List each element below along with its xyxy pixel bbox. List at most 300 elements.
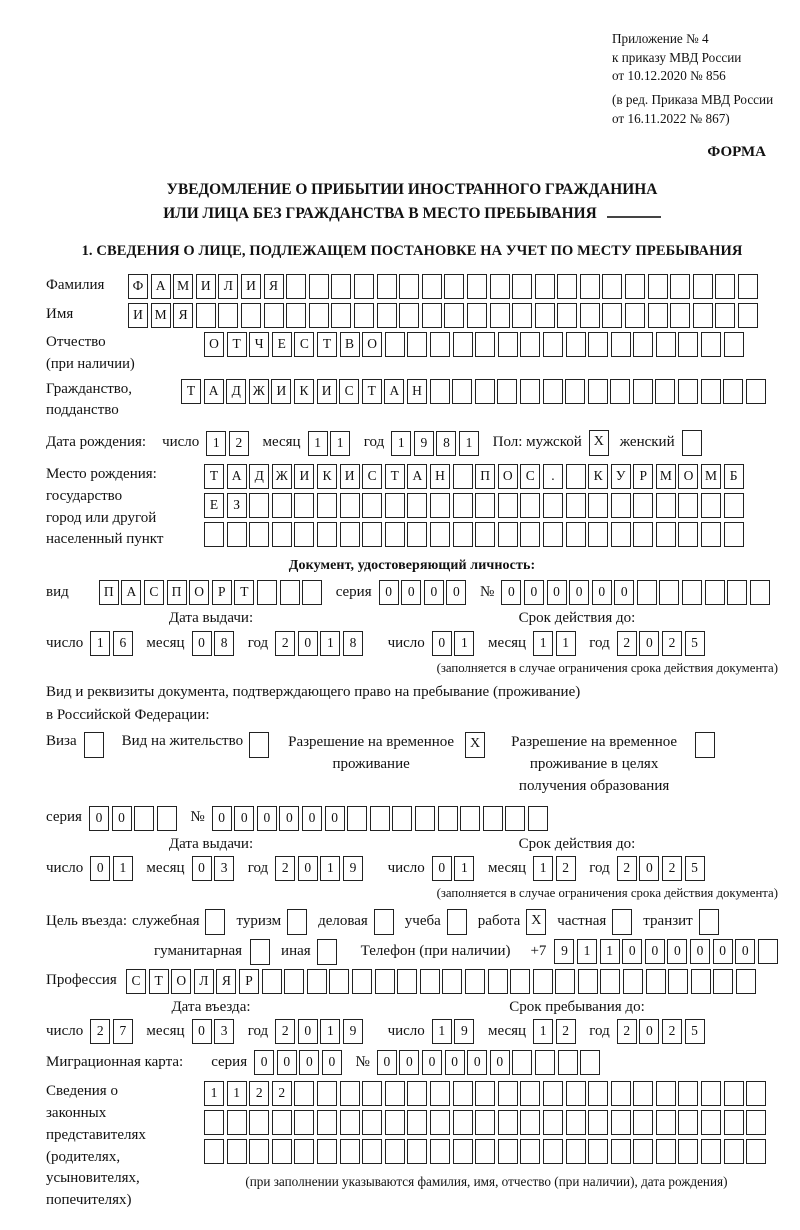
form-cell[interactable]: 9 (343, 856, 363, 881)
form-cell[interactable] (566, 522, 586, 547)
form-cell[interactable] (557, 274, 577, 299)
form-cell[interactable] (399, 303, 419, 328)
form-cell[interactable] (535, 274, 555, 299)
form-cell[interactable]: 1 (600, 939, 620, 964)
form-cell[interactable] (566, 464, 586, 489)
form-cell[interactable]: 1 (391, 431, 411, 456)
form-cell[interactable] (588, 1081, 608, 1106)
form-cell[interactable] (475, 1081, 495, 1106)
form-cell[interactable]: С (362, 464, 382, 489)
form-cell[interactable] (452, 379, 472, 404)
form-cell[interactable] (249, 493, 269, 518)
form-cell[interactable]: 6 (113, 631, 133, 656)
checkbox-other-purpose[interactable] (317, 939, 337, 965)
form-cell[interactable]: 0 (212, 806, 232, 831)
form-cell[interactable]: Д (249, 464, 269, 489)
form-cell[interactable]: О (362, 332, 382, 357)
form-cell[interactable] (566, 1110, 586, 1135)
form-cell[interactable]: 0 (424, 580, 444, 605)
form-cell[interactable] (543, 522, 563, 547)
form-cell[interactable] (498, 1110, 518, 1135)
form-cell[interactable]: К (317, 464, 337, 489)
checkbox-work[interactable]: X (526, 909, 546, 935)
form-cell[interactable]: 0 (569, 580, 589, 605)
form-cell[interactable] (543, 1139, 563, 1164)
form-cell[interactable] (272, 1139, 292, 1164)
form-cell[interactable] (520, 332, 540, 357)
form-cell[interactable] (738, 274, 758, 299)
form-cell[interactable] (498, 493, 518, 518)
form-cell[interactable]: 1 (320, 631, 340, 656)
form-cell[interactable]: 1 (320, 856, 340, 881)
form-cell[interactable]: С (294, 332, 314, 357)
form-cell[interactable]: 3 (214, 856, 234, 881)
form-cell[interactable] (204, 522, 224, 547)
form-cell[interactable] (505, 806, 525, 831)
form-cell[interactable]: 2 (556, 856, 576, 881)
form-cell[interactable]: Т (317, 332, 337, 357)
form-cell[interactable] (701, 493, 721, 518)
form-cell[interactable]: 1 (556, 631, 576, 656)
form-cell[interactable] (249, 1139, 269, 1164)
form-cell[interactable] (646, 969, 666, 994)
form-cell[interactable]: А (227, 464, 247, 489)
form-cell[interactable]: 0 (735, 939, 755, 964)
form-cell[interactable] (294, 522, 314, 547)
form-cell[interactable] (588, 379, 608, 404)
form-cell[interactable] (611, 522, 631, 547)
form-cell[interactable] (227, 1139, 247, 1164)
form-cell[interactable] (280, 580, 300, 605)
form-cell[interactable] (286, 274, 306, 299)
form-cell[interactable]: 1 (432, 1019, 452, 1044)
form-cell[interactable] (286, 303, 306, 328)
form-cell[interactable]: 0 (89, 806, 109, 831)
form-cell[interactable] (723, 379, 743, 404)
form-cell[interactable] (488, 969, 508, 994)
checkbox-study[interactable] (447, 909, 467, 935)
form-cell[interactable] (678, 1081, 698, 1106)
form-cell[interactable]: 8 (436, 431, 456, 456)
form-cell[interactable] (588, 522, 608, 547)
form-cell[interactable]: 0 (614, 580, 634, 605)
form-cell[interactable]: 0 (322, 1050, 342, 1075)
form-cell[interactable] (397, 969, 417, 994)
form-cell[interactable]: 0 (90, 856, 110, 881)
form-cell[interactable] (656, 1110, 676, 1135)
form-cell[interactable]: 1 (206, 431, 226, 456)
form-cell[interactable] (648, 274, 668, 299)
form-cell[interactable] (602, 303, 622, 328)
form-cell[interactable] (294, 493, 314, 518)
form-cell[interactable] (317, 1081, 337, 1106)
form-cell[interactable] (340, 1139, 360, 1164)
form-cell[interactable]: 1 (459, 431, 479, 456)
form-cell[interactable] (535, 1050, 555, 1075)
form-cell[interactable]: 0 (645, 939, 665, 964)
form-cell[interactable] (438, 806, 458, 831)
form-cell[interactable]: В (340, 332, 360, 357)
form-cell[interactable]: 1 (330, 431, 350, 456)
form-cell[interactable]: Ж (272, 464, 292, 489)
form-cell[interactable] (588, 1139, 608, 1164)
form-cell[interactable] (453, 522, 473, 547)
form-cell[interactable] (588, 493, 608, 518)
form-cell[interactable] (746, 379, 766, 404)
form-cell[interactable] (724, 493, 744, 518)
form-cell[interactable] (362, 522, 382, 547)
form-cell[interactable]: Р (633, 464, 653, 489)
form-cell[interactable] (693, 303, 713, 328)
form-cell[interactable] (204, 1110, 224, 1135)
form-cell[interactable] (498, 332, 518, 357)
form-cell[interactable] (691, 969, 711, 994)
form-cell[interactable] (682, 580, 702, 605)
form-cell[interactable]: 0 (279, 806, 299, 831)
form-cell[interactable]: Т (181, 379, 201, 404)
form-cell[interactable]: 1 (90, 631, 110, 656)
form-cell[interactable] (715, 303, 735, 328)
form-cell[interactable] (317, 522, 337, 547)
form-cell[interactable] (746, 1081, 766, 1106)
form-cell[interactable]: Т (362, 379, 382, 404)
form-cell[interactable] (317, 1110, 337, 1135)
form-cell[interactable] (566, 332, 586, 357)
form-cell[interactable] (294, 1081, 314, 1106)
form-cell[interactable] (655, 379, 675, 404)
form-cell[interactable] (302, 580, 322, 605)
form-cell[interactable]: 2 (617, 1019, 637, 1044)
form-cell[interactable] (442, 969, 462, 994)
form-cell[interactable] (724, 1081, 744, 1106)
form-cell[interactable]: А (204, 379, 224, 404)
form-cell[interactable]: Н (430, 464, 450, 489)
form-cell[interactable]: И (317, 379, 337, 404)
form-cell[interactable] (625, 303, 645, 328)
form-cell[interactable]: 0 (445, 1050, 465, 1075)
form-cell[interactable] (196, 303, 216, 328)
form-cell[interactable] (362, 1110, 382, 1135)
form-cell[interactable]: Я (216, 969, 236, 994)
form-cell[interactable]: 0 (257, 806, 277, 831)
form-cell[interactable] (134, 806, 154, 831)
form-cell[interactable]: 0 (399, 1050, 419, 1075)
form-cell[interactable]: 2 (249, 1081, 269, 1106)
form-cell[interactable] (453, 332, 473, 357)
form-cell[interactable] (392, 806, 412, 831)
form-cell[interactable] (533, 969, 553, 994)
form-cell[interactable]: И (128, 303, 148, 328)
form-cell[interactable] (656, 332, 676, 357)
form-cell[interactable] (727, 580, 747, 605)
form-cell[interactable]: 0 (690, 939, 710, 964)
form-cell[interactable] (543, 379, 563, 404)
form-cell[interactable] (566, 493, 586, 518)
form-cell[interactable] (520, 1139, 540, 1164)
checkbox-transit[interactable] (699, 909, 719, 935)
form-cell[interactable]: Р (239, 969, 259, 994)
form-cell[interactable] (633, 1110, 653, 1135)
form-cell[interactable] (490, 274, 510, 299)
form-cell[interactable]: 0 (234, 806, 254, 831)
form-cell[interactable] (407, 332, 427, 357)
form-cell[interactable]: 5 (685, 1019, 705, 1044)
form-cell[interactable] (475, 1110, 495, 1135)
form-cell[interactable] (566, 1139, 586, 1164)
form-cell[interactable] (340, 1110, 360, 1135)
form-cell[interactable]: 1 (533, 1019, 553, 1044)
form-cell[interactable] (580, 1050, 600, 1075)
form-cell[interactable]: 8 (343, 631, 363, 656)
form-cell[interactable] (407, 1081, 427, 1106)
form-cell[interactable] (385, 1139, 405, 1164)
form-cell[interactable]: 0 (192, 1019, 212, 1044)
form-cell[interactable]: 0 (302, 806, 322, 831)
form-cell[interactable]: 0 (298, 631, 318, 656)
form-cell[interactable] (475, 493, 495, 518)
form-cell[interactable] (724, 1110, 744, 1135)
form-cell[interactable] (309, 274, 329, 299)
form-cell[interactable]: 0 (299, 1050, 319, 1075)
form-cell[interactable]: Д (226, 379, 246, 404)
form-cell[interactable] (758, 939, 778, 964)
form-cell[interactable] (512, 303, 532, 328)
form-cell[interactable]: 0 (547, 580, 567, 605)
form-cell[interactable] (611, 332, 631, 357)
form-cell[interactable] (520, 379, 540, 404)
form-cell[interactable] (633, 1081, 653, 1106)
form-cell[interactable] (430, 332, 450, 357)
form-cell[interactable]: 0 (446, 580, 466, 605)
form-cell[interactable]: 0 (298, 1019, 318, 1044)
form-cell[interactable]: Ф (128, 274, 148, 299)
form-cell[interactable] (422, 274, 442, 299)
form-cell[interactable] (633, 332, 653, 357)
form-cell[interactable]: 1 (308, 431, 328, 456)
form-cell[interactable] (317, 493, 337, 518)
form-cell[interactable]: Е (272, 332, 292, 357)
form-cell[interactable]: 0 (401, 580, 421, 605)
form-cell[interactable] (475, 379, 495, 404)
form-cell[interactable] (610, 379, 630, 404)
form-cell[interactable] (227, 522, 247, 547)
form-cell[interactable] (512, 1050, 532, 1075)
form-cell[interactable] (331, 303, 351, 328)
form-cell[interactable] (520, 493, 540, 518)
form-cell[interactable]: И (196, 274, 216, 299)
form-cell[interactable] (309, 303, 329, 328)
form-cell[interactable]: О (678, 464, 698, 489)
form-cell[interactable] (347, 806, 367, 831)
form-cell[interactable]: Т (149, 969, 169, 994)
form-cell[interactable] (543, 332, 563, 357)
form-cell[interactable] (625, 274, 645, 299)
form-cell[interactable]: О (204, 332, 224, 357)
form-cell[interactable] (331, 274, 351, 299)
form-cell[interactable] (385, 1081, 405, 1106)
form-cell[interactable] (602, 274, 622, 299)
form-cell[interactable] (535, 303, 555, 328)
form-cell[interactable] (656, 1081, 676, 1106)
checkbox-official[interactable] (205, 909, 225, 935)
form-cell[interactable]: 0 (422, 1050, 442, 1075)
form-cell[interactable] (329, 969, 349, 994)
form-cell[interactable] (611, 493, 631, 518)
checkbox-business[interactable] (374, 909, 394, 935)
form-cell[interactable] (377, 303, 397, 328)
form-cell[interactable]: 2 (272, 1081, 292, 1106)
checkbox-visa[interactable] (84, 732, 104, 758)
form-cell[interactable] (701, 1139, 721, 1164)
form-cell[interactable]: К (294, 379, 314, 404)
form-cell[interactable]: 0 (467, 1050, 487, 1075)
form-cell[interactable]: 2 (90, 1019, 110, 1044)
form-cell[interactable]: Л (194, 969, 214, 994)
form-cell[interactable]: К (588, 464, 608, 489)
form-cell[interactable]: Ч (249, 332, 269, 357)
form-cell[interactable]: 7 (113, 1019, 133, 1044)
form-cell[interactable] (352, 969, 372, 994)
form-cell[interactable] (407, 1110, 427, 1135)
form-cell[interactable] (543, 1081, 563, 1106)
form-cell[interactable]: П (167, 580, 187, 605)
form-cell[interactable] (611, 1110, 631, 1135)
form-cell[interactable] (580, 274, 600, 299)
form-cell[interactable] (257, 580, 277, 605)
form-cell[interactable] (512, 274, 532, 299)
form-cell[interactable] (407, 1139, 427, 1164)
form-cell[interactable] (701, 332, 721, 357)
form-cell[interactable]: 2 (662, 631, 682, 656)
form-cell[interactable] (385, 332, 405, 357)
form-cell[interactable] (701, 1081, 721, 1106)
form-cell[interactable]: 1 (204, 1081, 224, 1106)
form-cell[interactable]: 0 (432, 631, 452, 656)
form-cell[interactable] (340, 493, 360, 518)
form-cell[interactable]: 0 (501, 580, 521, 605)
form-cell[interactable] (294, 1110, 314, 1135)
form-cell[interactable]: 2 (229, 431, 249, 456)
form-cell[interactable] (750, 580, 770, 605)
form-cell[interactable]: 2 (275, 856, 295, 881)
checkbox-private[interactable] (612, 909, 632, 935)
form-cell[interactable] (262, 969, 282, 994)
form-cell[interactable]: Т (204, 464, 224, 489)
form-cell[interactable] (498, 1081, 518, 1106)
form-cell[interactable]: М (151, 303, 171, 328)
checkbox-humanitarian[interactable] (250, 939, 270, 965)
form-cell[interactable]: 0 (325, 806, 345, 831)
form-cell[interactable]: 2 (617, 631, 637, 656)
form-cell[interactable] (659, 580, 679, 605)
form-cell[interactable]: А (384, 379, 404, 404)
form-cell[interactable]: И (271, 379, 291, 404)
form-cell[interactable] (340, 522, 360, 547)
form-cell[interactable] (467, 274, 487, 299)
form-cell[interactable] (430, 493, 450, 518)
form-cell[interactable]: С (144, 580, 164, 605)
form-cell[interactable]: 0 (112, 806, 132, 831)
form-cell[interactable] (678, 522, 698, 547)
form-cell[interactable]: 1 (227, 1081, 247, 1106)
form-cell[interactable] (294, 1139, 314, 1164)
form-cell[interactable]: 2 (662, 1019, 682, 1044)
form-cell[interactable] (713, 969, 733, 994)
form-cell[interactable] (623, 969, 643, 994)
form-cell[interactable] (385, 1110, 405, 1135)
form-cell[interactable]: 1 (454, 856, 474, 881)
form-cell[interactable] (340, 1081, 360, 1106)
form-cell[interactable] (520, 1110, 540, 1135)
form-cell[interactable] (520, 522, 540, 547)
form-cell[interactable] (557, 303, 577, 328)
form-cell[interactable] (422, 303, 442, 328)
checkbox-residence-permit[interactable] (249, 732, 269, 758)
form-cell[interactable]: Т (385, 464, 405, 489)
form-cell[interactable]: 9 (414, 431, 434, 456)
form-cell[interactable] (272, 1110, 292, 1135)
form-cell[interactable] (724, 522, 744, 547)
form-cell[interactable] (377, 274, 397, 299)
form-cell[interactable] (264, 303, 284, 328)
form-cell[interactable] (588, 1110, 608, 1135)
form-cell[interactable] (580, 303, 600, 328)
form-cell[interactable] (385, 522, 405, 547)
form-cell[interactable] (475, 332, 495, 357)
form-cell[interactable] (430, 379, 450, 404)
form-cell[interactable] (520, 1081, 540, 1106)
form-cell[interactable]: 1 (577, 939, 597, 964)
checkbox-temp-residence-education[interactable] (695, 732, 715, 758)
form-cell[interactable]: О (189, 580, 209, 605)
form-cell[interactable] (453, 493, 473, 518)
form-cell[interactable] (415, 806, 435, 831)
form-cell[interactable] (670, 303, 690, 328)
form-cell[interactable] (693, 274, 713, 299)
form-cell[interactable]: Т (234, 580, 254, 605)
form-cell[interactable] (497, 379, 517, 404)
form-cell[interactable] (678, 1110, 698, 1135)
form-cell[interactable]: 2 (556, 1019, 576, 1044)
form-cell[interactable] (701, 1110, 721, 1135)
form-cell[interactable] (453, 464, 473, 489)
checkbox-temp-residence-permit[interactable]: X (465, 732, 485, 758)
form-cell[interactable]: Я (173, 303, 193, 328)
form-cell[interactable] (475, 1139, 495, 1164)
form-cell[interactable] (670, 274, 690, 299)
form-cell[interactable] (738, 303, 758, 328)
form-cell[interactable] (528, 806, 548, 831)
form-cell[interactable]: Ж (249, 379, 269, 404)
form-cell[interactable]: 0 (639, 1019, 659, 1044)
form-cell[interactable] (272, 493, 292, 518)
form-cell[interactable] (430, 522, 450, 547)
form-cell[interactable]: А (407, 464, 427, 489)
form-cell[interactable] (678, 493, 698, 518)
form-cell[interactable]: 0 (592, 580, 612, 605)
form-cell[interactable]: 0 (432, 856, 452, 881)
form-cell[interactable] (227, 1110, 247, 1135)
form-cell[interactable]: 0 (377, 1050, 397, 1075)
form-cell[interactable]: 0 (667, 939, 687, 964)
form-cell[interactable]: 8 (214, 631, 234, 656)
form-cell[interactable]: М (701, 464, 721, 489)
form-cell[interactable]: А (151, 274, 171, 299)
form-cell[interactable]: 2 (275, 1019, 295, 1044)
form-cell[interactable] (490, 303, 510, 328)
form-cell[interactable] (317, 1139, 337, 1164)
form-cell[interactable]: Б (724, 464, 744, 489)
